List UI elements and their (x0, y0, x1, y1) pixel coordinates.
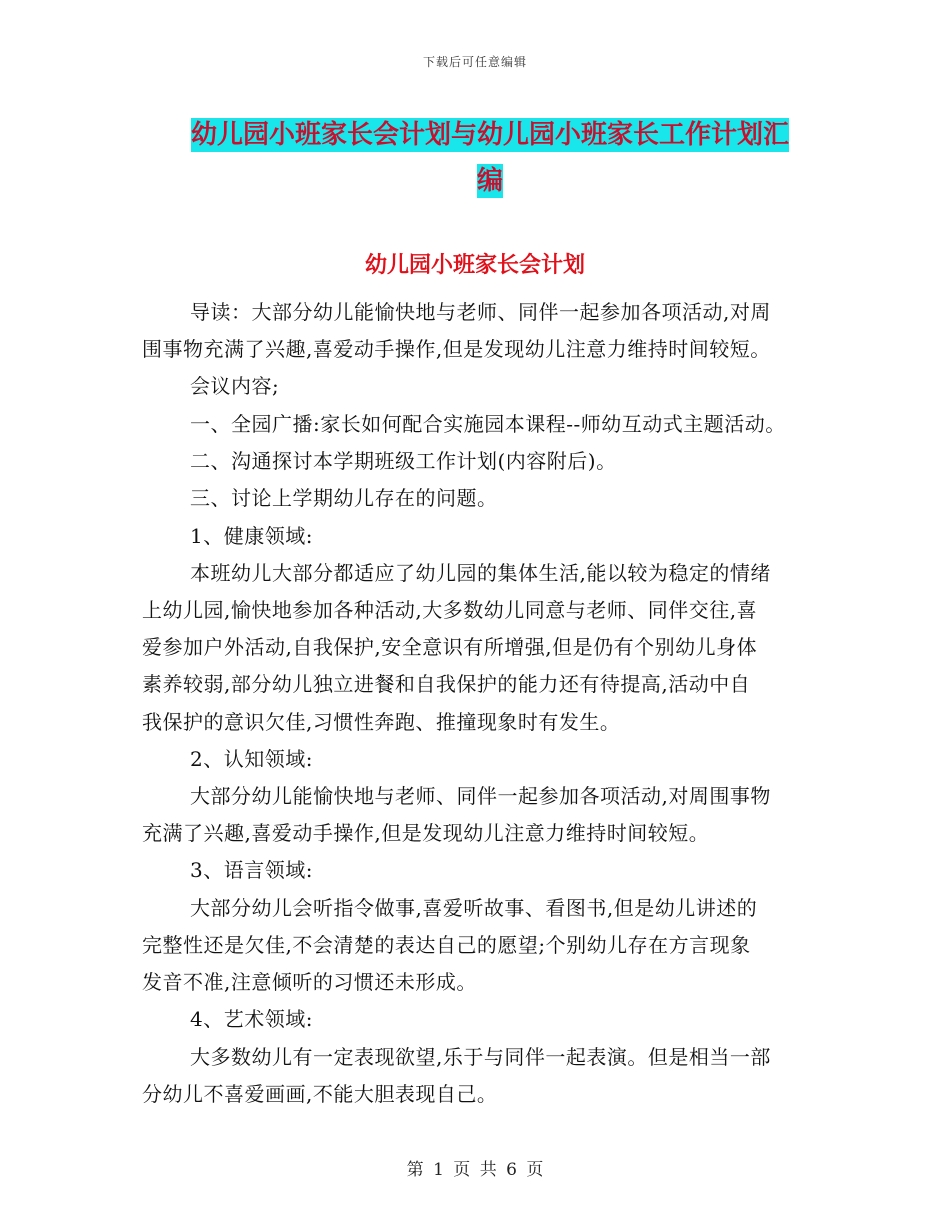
body-line: 分幼儿不喜爱画画,不能大胆表现自己。 (142, 1082, 498, 1106)
body-line: 导读：大部分幼儿能愉快地与老师、同伴一起参加各项活动,对周 (190, 300, 771, 324)
document-title (160, 112, 820, 204)
body-line: 一、全园广播:家长如何配合实施园本课程--师幼互动式主题活动。 (190, 412, 786, 436)
body-line: 我保护的意识欠佳,习惯性奔跑、推撞现象时有发生。 (142, 710, 621, 734)
body-line: 4、艺术领域: (190, 1007, 313, 1031)
page-number-footer: 第 1 页 共 6 页 (406, 1160, 544, 1180)
body-line: 二、沟通探讨本学期班级工作计划(内容附后)。 (190, 449, 617, 473)
body-line: 三、讨论上学期幼儿存在的问题。 (190, 486, 498, 510)
body-line: 上幼儿园,愉快地参加各种活动,大多数幼儿同意与老师、同伴交往,喜 (142, 598, 758, 622)
body-line: 素养较弱,部分幼儿独立进餐和自我保护的能力还有待提高,活动中自 (142, 672, 751, 696)
document-title-line-2: 编 (476, 166, 503, 196)
document-title-line-1: 幼儿园小班家长会计划与幼儿园小班家长工作计划汇 (190, 120, 789, 150)
body-line: 充满了兴趣,喜爱动手操作,但是发现幼儿注意力维持时间较短。 (142, 821, 710, 845)
body-line: 完整性还是欠佳,不会清楚的表达自己的愿望;个别幼儿存在方言现象 (142, 933, 751, 957)
body-line: 大多数幼儿有一定表现欲望,乐于与同伴一起表演。但是相当一部 (190, 1045, 771, 1069)
body-line: 发音不准,注意倾听的习惯还未形成。 (142, 970, 477, 994)
body-line: 3、语言领域: (190, 858, 313, 882)
body-line: 2、认知领域: (190, 747, 313, 771)
body-line: 1、健康领域: (190, 524, 313, 548)
body-line: 大部分幼儿能愉快地与老师、同伴一起参加各项活动,对周围事物 (190, 784, 771, 808)
body-line: 爱参加户外活动,自我保护,安全意识有所增强,但是仍有个别幼儿身体 (142, 635, 758, 659)
body-line: 本班幼儿大部分都适应了幼儿园的集体生活,能以较为稳定的情绪 (190, 561, 771, 585)
body-line: 大部分幼儿会听指令做事,喜爱听故事、看图书,但是幼儿讲述的 (190, 896, 758, 920)
page-header-note: 下载后可任意编辑 (422, 55, 527, 69)
body-line: 会议内容; (190, 374, 280, 398)
section-title: 幼儿园小班家长会计划 (364, 253, 585, 278)
body-line: 围事物充满了兴趣,喜爱动手操作,但是发现幼儿注意力维持时间较短。 (142, 337, 771, 361)
